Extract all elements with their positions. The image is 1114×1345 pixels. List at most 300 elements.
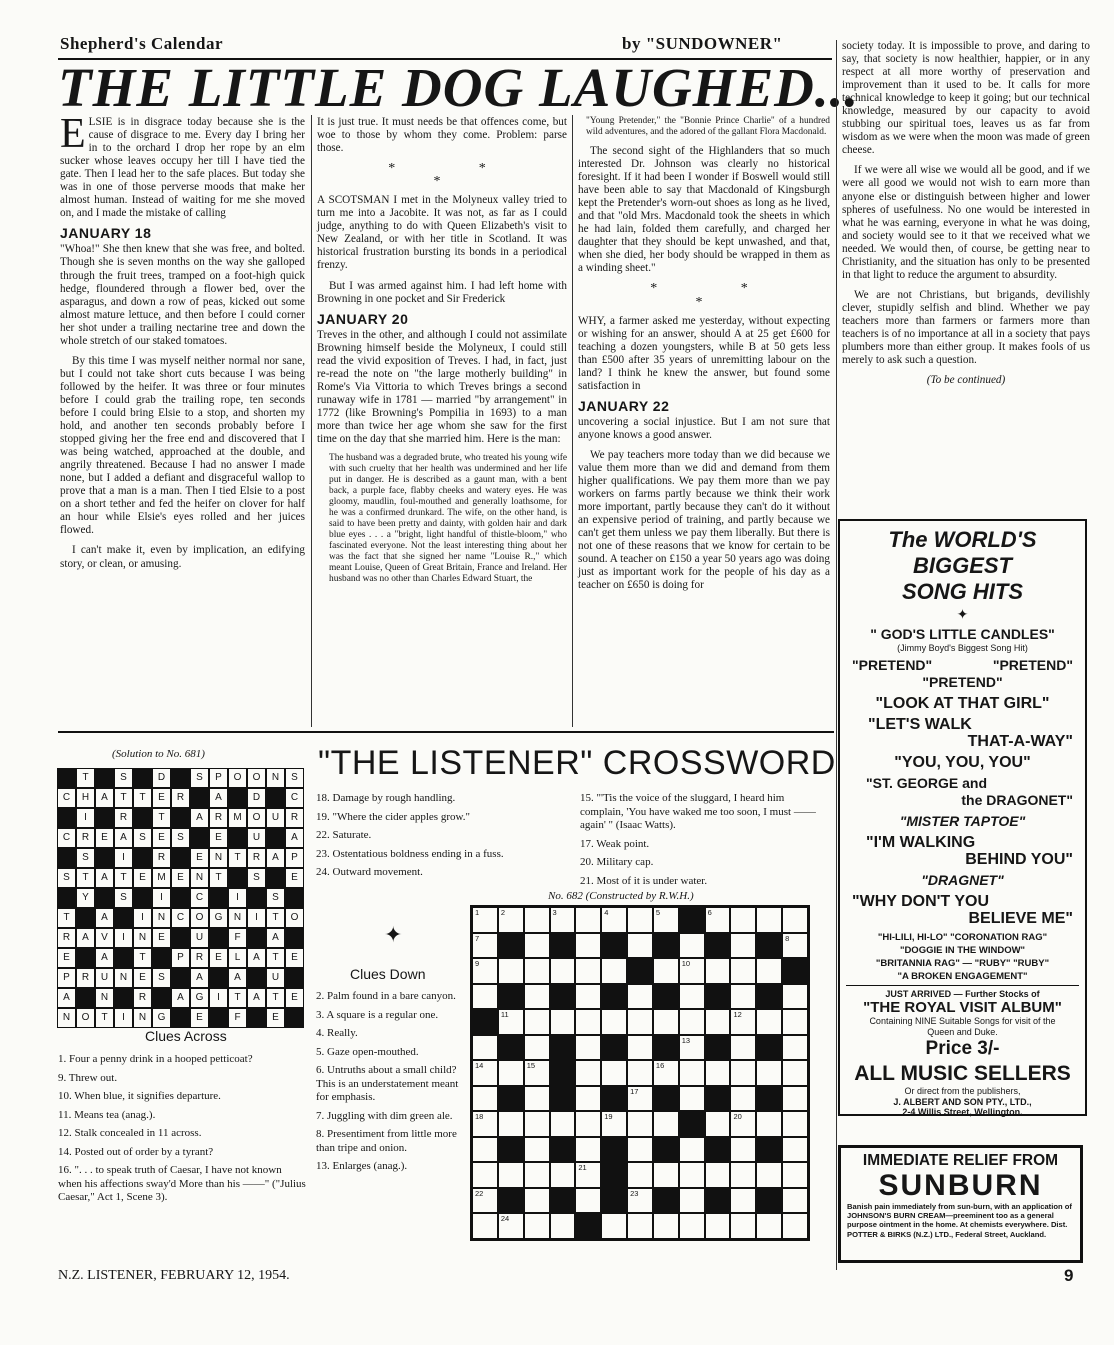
entry-cell[interactable] bbox=[730, 933, 756, 959]
entry-cell[interactable] bbox=[550, 958, 576, 984]
entry-cell[interactable] bbox=[498, 1162, 524, 1188]
black-square bbox=[285, 1008, 304, 1028]
entry-cell[interactable] bbox=[524, 1060, 550, 1086]
entry-cell[interactable] bbox=[627, 907, 653, 933]
solution-cell: R bbox=[285, 808, 304, 828]
solution-cell: T bbox=[209, 868, 228, 888]
solution-cell: E bbox=[285, 948, 304, 968]
entry-cell[interactable] bbox=[653, 1213, 679, 1239]
entry-cell[interactable] bbox=[524, 1111, 550, 1137]
black-square bbox=[679, 1111, 705, 1137]
solution-cell: A bbox=[285, 828, 304, 848]
entry-cell[interactable] bbox=[575, 1086, 601, 1112]
black-square bbox=[171, 848, 190, 868]
continued-note: (To be continued) bbox=[926, 374, 1006, 387]
solution-cell: A bbox=[95, 788, 114, 808]
entry-cell[interactable] bbox=[653, 1111, 679, 1137]
entry-cell[interactable] bbox=[730, 1060, 756, 1086]
clue-number: 16 bbox=[655, 1061, 665, 1071]
entry-cell[interactable] bbox=[730, 1137, 756, 1163]
solution-cell: E bbox=[209, 948, 228, 968]
column-rule bbox=[836, 40, 837, 1270]
solution-cell: E bbox=[285, 868, 304, 888]
solution-cell: A bbox=[57, 988, 76, 1008]
black-square bbox=[57, 848, 76, 868]
entry-cell[interactable] bbox=[524, 1137, 550, 1163]
solution-cell: F bbox=[228, 928, 247, 948]
entry-cell[interactable] bbox=[653, 1060, 679, 1086]
black-square bbox=[756, 1086, 782, 1112]
entry-cell[interactable] bbox=[705, 1213, 731, 1239]
entry-cell[interactable] bbox=[550, 1111, 576, 1137]
solution-cell: R bbox=[190, 948, 209, 968]
solution-cell: O bbox=[76, 1008, 95, 1028]
solution-cell: A bbox=[171, 988, 190, 1008]
entry-cell[interactable] bbox=[730, 907, 756, 933]
clue: 12. Stalk concealed in 11 across. bbox=[58, 1127, 202, 1139]
solution-cell: T bbox=[266, 988, 285, 1008]
black-square bbox=[171, 808, 190, 828]
solution-cell: P bbox=[57, 968, 76, 988]
black-square bbox=[601, 1188, 627, 1214]
clue-number: 8 bbox=[785, 933, 790, 943]
entry-cell[interactable] bbox=[575, 1035, 601, 1061]
date-heading: JANUARY 22 bbox=[578, 397, 670, 414]
clue-number: 14 bbox=[475, 1061, 484, 1071]
column-rule bbox=[572, 115, 573, 727]
entry-cell[interactable] bbox=[601, 1009, 627, 1035]
entry-cell[interactable] bbox=[575, 1009, 601, 1035]
solution-cell: R bbox=[114, 808, 133, 828]
entry-cell[interactable] bbox=[627, 1086, 653, 1112]
ad-title: The WORLD'S BIGGEST bbox=[888, 527, 1037, 578]
crossword-grid[interactable] bbox=[470, 905, 810, 1241]
entry-cell[interactable] bbox=[756, 1060, 782, 1086]
song-title: the DRAGONET" bbox=[961, 791, 1073, 808]
black-square bbox=[756, 1188, 782, 1214]
paragraph: If we were all wise we would all be good, and if we were all good we would not wish to earn more than anyone else or distinguish between higher and lower spheres of usefulness. No one would be interested in what he was earning, everyone in what he was doing, and society would see to it that we received what we needed. We would then, of course, be getting near to Christianity, and the situation has only to be presented in that light to reduce the argument to absurdity. bbox=[842, 164, 1090, 281]
entry-cell[interactable] bbox=[705, 1060, 731, 1086]
black-square bbox=[498, 933, 524, 959]
solution-cell: I bbox=[114, 928, 133, 948]
entry-cell[interactable] bbox=[679, 1162, 705, 1188]
solution-cell: R bbox=[76, 828, 95, 848]
entry-cell[interactable] bbox=[782, 984, 808, 1010]
black-square bbox=[601, 933, 627, 959]
black-square bbox=[550, 1060, 576, 1086]
song-title: " GOD'S LITTLE CANDLES" bbox=[870, 626, 1055, 642]
solution-cell: V bbox=[95, 928, 114, 948]
entry-cell[interactable] bbox=[472, 1188, 498, 1214]
entry-cell[interactable] bbox=[679, 1188, 705, 1214]
entry-cell[interactable] bbox=[550, 1162, 576, 1188]
solution-cell: I bbox=[228, 888, 247, 908]
song-title: "BRITANNIA RAG" — "RUBY" "RUBY" bbox=[875, 957, 1050, 969]
entry-cell[interactable] bbox=[627, 933, 653, 959]
solution-cell: I bbox=[152, 888, 171, 908]
entry-cell[interactable] bbox=[524, 984, 550, 1010]
across-heading: Clues Across bbox=[145, 1028, 227, 1044]
entry-cell[interactable] bbox=[679, 1213, 705, 1239]
entry-cell[interactable] bbox=[782, 933, 808, 959]
black-square bbox=[601, 1162, 627, 1188]
black-square bbox=[705, 984, 731, 1010]
black-square bbox=[782, 958, 808, 984]
entry-cell[interactable] bbox=[550, 1213, 576, 1239]
solution-cell: T bbox=[228, 848, 247, 868]
black-square bbox=[653, 1188, 679, 1214]
entry-cell[interactable] bbox=[601, 907, 627, 933]
clue: 16. ". . . to speak truth of Caesar, I have not known when his affections sway'd More than his ——" ("Julius Caesar," Act 1, Scene 3). bbox=[58, 1164, 306, 1203]
black-square bbox=[498, 1137, 524, 1163]
entry-cell[interactable] bbox=[524, 1213, 550, 1239]
clue-number: 5 bbox=[655, 908, 661, 917]
solution-cell: N bbox=[190, 868, 209, 888]
song-title: BELIEVE ME" bbox=[968, 909, 1073, 927]
black-square bbox=[76, 908, 95, 928]
entry-cell[interactable] bbox=[782, 1035, 808, 1061]
entry-cell[interactable] bbox=[653, 958, 679, 984]
entry-cell[interactable] bbox=[705, 1111, 731, 1137]
entry-cell[interactable] bbox=[524, 933, 550, 959]
black-square bbox=[550, 1137, 576, 1163]
entry-cell[interactable] bbox=[627, 1111, 653, 1137]
entry-cell[interactable] bbox=[782, 1009, 808, 1035]
solution-cell: R bbox=[76, 968, 95, 988]
clue-number: 7 bbox=[475, 933, 480, 943]
black-square bbox=[171, 968, 190, 988]
entry-cell[interactable] bbox=[550, 907, 576, 933]
black-square bbox=[114, 948, 133, 968]
entry-cell[interactable] bbox=[782, 1162, 808, 1188]
solution-cell: A bbox=[114, 828, 133, 848]
clue: 21. Most of it is under water. bbox=[580, 874, 708, 887]
solution-cell: I bbox=[114, 1008, 133, 1028]
entry-cell[interactable] bbox=[601, 1111, 627, 1137]
black-square bbox=[575, 1213, 601, 1239]
black-square bbox=[653, 1086, 679, 1112]
entry-cell[interactable] bbox=[498, 1009, 524, 1035]
entry-cell[interactable] bbox=[498, 907, 524, 933]
entry-cell[interactable] bbox=[679, 1060, 705, 1086]
paragraph: society today. It is impossible to prove, and daring to say, that society is now healthier, happier, or in any respect at all more worthy of preservation and improvement than it used to be. It calls for more technical knowledge to keep it going; but our technical knowledge, measured by our capacity to avoid stubbing our spiritual toes, leaves us as far from wisdom as we were when the moon was made of green cheese. bbox=[842, 40, 1090, 157]
solution-cell: P bbox=[171, 948, 190, 968]
entry-cell[interactable] bbox=[653, 1009, 679, 1035]
clue-number: 17 bbox=[630, 1086, 639, 1096]
entry-cell[interactable] bbox=[627, 1213, 653, 1239]
solution-cell: S bbox=[133, 828, 152, 848]
entry-cell[interactable] bbox=[730, 1213, 756, 1239]
solution-cell: L bbox=[228, 948, 247, 968]
solution-cell: A bbox=[247, 948, 266, 968]
solution-cell: I bbox=[76, 808, 95, 828]
clue: 19. "Where the cider apples grow." bbox=[316, 810, 470, 823]
black-square bbox=[285, 888, 304, 908]
solution-cell: S bbox=[152, 968, 171, 988]
black-square bbox=[679, 907, 705, 933]
solution-cell: S bbox=[114, 768, 133, 788]
entry-cell[interactable] bbox=[472, 984, 498, 1010]
section-title: Shepherd's Calendar bbox=[60, 34, 223, 53]
clue-number: 23 bbox=[630, 1188, 639, 1198]
song-note: (Jimmy Boyd's Biggest Song Hit) bbox=[897, 643, 1028, 653]
solution-cell: T bbox=[152, 808, 171, 828]
solution-cell: A bbox=[76, 928, 95, 948]
entry-cell[interactable] bbox=[705, 1009, 731, 1035]
entry-cell[interactable] bbox=[575, 958, 601, 984]
entry-cell[interactable] bbox=[756, 1111, 782, 1137]
article-column-4 bbox=[842, 40, 1090, 394]
entry-cell[interactable] bbox=[653, 907, 679, 933]
entry-cell[interactable] bbox=[575, 984, 601, 1010]
solution-cell: A bbox=[228, 968, 247, 988]
entry-cell[interactable] bbox=[730, 1188, 756, 1214]
solution-cell: T bbox=[95, 1008, 114, 1028]
entry-cell[interactable] bbox=[472, 1111, 498, 1137]
entry-cell[interactable] bbox=[679, 984, 705, 1010]
entry-cell[interactable] bbox=[498, 1060, 524, 1086]
solution-cell: S bbox=[171, 828, 190, 848]
entry-cell[interactable] bbox=[730, 1162, 756, 1188]
entry-cell[interactable] bbox=[627, 1009, 653, 1035]
diamond-ornament: ✦ bbox=[384, 922, 403, 947]
solution-grid bbox=[57, 768, 304, 1023]
entry-cell[interactable] bbox=[679, 1086, 705, 1112]
paragraph: uncovering a social injustice. But I am not sure that anyone knows a good answer. bbox=[578, 415, 830, 441]
black-square bbox=[601, 984, 627, 1010]
entry-cell[interactable] bbox=[705, 958, 731, 984]
black-square bbox=[285, 968, 304, 988]
solution-cell: I bbox=[247, 908, 266, 928]
entry-cell[interactable] bbox=[730, 958, 756, 984]
black-square bbox=[653, 933, 679, 959]
solution-cell: A bbox=[266, 848, 285, 868]
solution-cell: N bbox=[266, 768, 285, 788]
entry-cell[interactable] bbox=[524, 958, 550, 984]
ad-announcement: JUST ARRIVED — Further Stocks of bbox=[885, 988, 1040, 999]
entry-cell[interactable] bbox=[498, 1111, 524, 1137]
solution-cell: A bbox=[209, 788, 228, 808]
entry-cell[interactable] bbox=[601, 958, 627, 984]
entry-cell[interactable] bbox=[601, 1213, 627, 1239]
black-square bbox=[705, 1137, 731, 1163]
solution-cell: U bbox=[266, 968, 285, 988]
black-square bbox=[190, 828, 209, 848]
entry-cell[interactable] bbox=[524, 1086, 550, 1112]
entry-cell[interactable] bbox=[472, 1060, 498, 1086]
ad-direct: Or direct from the publishers, bbox=[904, 1086, 1021, 1096]
solution-cell: T bbox=[114, 788, 133, 808]
solution-cell: T bbox=[57, 908, 76, 928]
clue: 11. Means tea (anag.). bbox=[58, 1108, 156, 1121]
clue: 17. Weak point. bbox=[580, 837, 650, 850]
solution-cell: N bbox=[152, 908, 171, 928]
black-square bbox=[95, 848, 114, 868]
black-square bbox=[756, 933, 782, 959]
entry-cell[interactable] bbox=[472, 958, 498, 984]
black-square bbox=[266, 828, 285, 848]
entry-cell[interactable] bbox=[524, 1162, 550, 1188]
black-square bbox=[228, 828, 247, 848]
entry-cell[interactable] bbox=[679, 1137, 705, 1163]
entry-cell[interactable] bbox=[730, 1009, 756, 1035]
song-title: THAT-A-WAY" bbox=[967, 732, 1073, 750]
black-square bbox=[550, 1188, 576, 1214]
solution-cell: Y bbox=[76, 888, 95, 908]
black-square bbox=[133, 808, 152, 828]
solution-cell: E bbox=[190, 848, 209, 868]
song-title: "DRAGNET" bbox=[921, 871, 1004, 888]
clue: 6. Untruths about a small child? This is an understatement meant for emphasis. bbox=[316, 1064, 459, 1103]
paragraph: We are not Christians, but brigands, devilishly clever, stupidly selfish and blind. Whether we pay teachers more than farmers or farmers more than teachers is of no importance at all in a society that pays plumbers more than either group. It makes fools of us merely to ask such a question. bbox=[842, 288, 1090, 367]
entry-cell[interactable] bbox=[472, 1213, 498, 1239]
clue-number: 24 bbox=[500, 1214, 510, 1224]
section-rule bbox=[58, 731, 834, 733]
black-square bbox=[57, 808, 76, 828]
entry-cell[interactable] bbox=[627, 1188, 653, 1214]
section-break: * * * bbox=[388, 161, 526, 190]
clue: 10. When blue, it signifies departure. bbox=[58, 1090, 221, 1102]
black-square bbox=[57, 768, 76, 788]
solution-cell: F bbox=[228, 1008, 247, 1028]
entry-cell[interactable] bbox=[756, 907, 782, 933]
solution-cell: R bbox=[57, 928, 76, 948]
entry-cell[interactable] bbox=[782, 1137, 808, 1163]
solution-cell: S bbox=[285, 768, 304, 788]
song-title: "LOOK AT THAT GIRL" bbox=[875, 694, 1050, 712]
song-title: "I'M WALKING bbox=[866, 833, 976, 851]
entry-cell[interactable] bbox=[756, 1213, 782, 1239]
solution-cell: A bbox=[95, 908, 114, 928]
clue: 9. Threw out. bbox=[58, 1071, 118, 1084]
black-square bbox=[171, 888, 190, 908]
solution-cell: N bbox=[95, 988, 114, 1008]
entry-cell[interactable] bbox=[627, 1035, 653, 1061]
solution-cell: I bbox=[114, 848, 133, 868]
song-row bbox=[846, 657, 1079, 674]
entry-cell[interactable] bbox=[575, 1162, 601, 1188]
entry-cell[interactable] bbox=[730, 1035, 756, 1061]
black-square bbox=[705, 1086, 731, 1112]
down-heading: Clues Down bbox=[350, 966, 426, 982]
entry-cell[interactable] bbox=[653, 1162, 679, 1188]
entry-cell[interactable] bbox=[782, 1086, 808, 1112]
clue: 24. Outward movement. bbox=[316, 866, 423, 878]
article-title: THE LITTLE DOG LAUGHED... bbox=[58, 57, 860, 118]
entry-cell[interactable] bbox=[498, 958, 524, 984]
solution-cell: E bbox=[133, 868, 152, 888]
entry-cell[interactable] bbox=[782, 1060, 808, 1086]
across-clues bbox=[58, 1053, 308, 1210]
entry-cell[interactable] bbox=[472, 1137, 498, 1163]
entry-cell[interactable] bbox=[524, 907, 550, 933]
entry-cell[interactable] bbox=[575, 907, 601, 933]
black-square bbox=[76, 948, 95, 968]
clue: 23. Ostentatious boldness ending in a fuss. bbox=[316, 847, 504, 860]
black-square bbox=[653, 984, 679, 1010]
solution-cell: N bbox=[133, 928, 152, 948]
entry-cell[interactable] bbox=[601, 1060, 627, 1086]
black-square bbox=[627, 958, 653, 984]
songs-advertisement bbox=[838, 519, 1087, 1116]
song-title: "ST. GEORGE and bbox=[866, 774, 987, 791]
clue-number: 22 bbox=[475, 1188, 484, 1198]
entry-cell[interactable] bbox=[524, 1009, 550, 1035]
entry-cell[interactable] bbox=[782, 1213, 808, 1239]
entry-cell[interactable] bbox=[679, 1035, 705, 1061]
entry-cell[interactable] bbox=[756, 1009, 782, 1035]
clue: 20. Military cap. bbox=[580, 856, 654, 868]
section-break: * * * bbox=[650, 281, 788, 310]
entry-cell[interactable] bbox=[498, 1213, 524, 1239]
black-square bbox=[190, 788, 209, 808]
date-heading: JANUARY 20 bbox=[317, 310, 409, 327]
drop-cap: E bbox=[60, 111, 86, 157]
clue-number: 15 bbox=[526, 1061, 536, 1071]
entry-cell[interactable] bbox=[782, 1111, 808, 1137]
entry-cell[interactable] bbox=[705, 907, 731, 933]
clue-number: 3 bbox=[552, 908, 557, 917]
entry-cell[interactable] bbox=[575, 933, 601, 959]
black-square bbox=[550, 933, 576, 959]
solution-cell: A bbox=[190, 808, 209, 828]
solution-cell: A bbox=[190, 968, 209, 988]
solution-cell: T bbox=[133, 948, 152, 968]
entry-cell[interactable] bbox=[575, 1060, 601, 1086]
solution-cell: A bbox=[95, 868, 114, 888]
paragraph: Treves in the other, and although I could not assimilate Browning himself beside the Molyneux, I could still read the vivid exposition of Treves. I had, in fact, just re-read the note on "the large motherly building" in Rome's Via Vittoria to which Treves brings a second runaway wife in 1781 — married "by arrangement" in 1772 (like Browning's Pompilia in 1693) to a man more than twice her age whom she saw for the first time on the day that she married him. Here is the man: bbox=[317, 328, 567, 446]
solution-cell: S bbox=[247, 868, 266, 888]
solution-cell: T bbox=[266, 908, 285, 928]
clue-number: 21 bbox=[578, 1163, 587, 1173]
clue: 15. "'Tis the voice of the sluggard, I heard him complain, 'You have waked me too soon, I must —— again' " (Isaac Watts). bbox=[580, 792, 816, 831]
solution-cell: E bbox=[285, 988, 304, 1008]
black-square bbox=[266, 788, 285, 808]
solution-cell: A bbox=[95, 948, 114, 968]
byline: by "SUNDOWNER" bbox=[622, 34, 783, 53]
song-title: "LET'S WALK bbox=[868, 715, 972, 733]
solution-cell: O bbox=[247, 808, 266, 828]
black-square bbox=[209, 1008, 228, 1028]
black-square bbox=[601, 1137, 627, 1163]
entry-cell[interactable] bbox=[575, 1111, 601, 1137]
black-square bbox=[228, 788, 247, 808]
solution-cell: P bbox=[209, 768, 228, 788]
black-square bbox=[95, 888, 114, 908]
entry-cell[interactable] bbox=[730, 1111, 756, 1137]
entry-cell[interactable] bbox=[550, 1009, 576, 1035]
entry-cell[interactable] bbox=[524, 1188, 550, 1214]
entry-cell[interactable] bbox=[756, 1162, 782, 1188]
solution-cell: C bbox=[171, 908, 190, 928]
solution-cell: E bbox=[209, 828, 228, 848]
entry-cell[interactable] bbox=[782, 1188, 808, 1214]
song-title: BEHIND YOU" bbox=[965, 850, 1073, 868]
black-square bbox=[285, 928, 304, 948]
black-square bbox=[653, 1137, 679, 1163]
entry-cell[interactable] bbox=[627, 1137, 653, 1163]
song-title: "PRETEND" bbox=[922, 673, 1003, 690]
sunburn-advertisement bbox=[838, 1145, 1083, 1263]
paragraph: The second sight of the Highlanders that so much interested Dr. Johnson was clearly no historical foresight. If it had been I wonder if Boswell would still have been able to say that Macdonald of Kingsburgh kept the Pretender's worn-out shoes as long as he lived, and that "old Mrs. Macdonald took the sheets in which he had lain, folded them carefully, and charged her daughter that they should be kept unwashed, and that, when she died, her body should be wrapped in them as a winding sheet." bbox=[578, 145, 830, 275]
entry-cell[interactable] bbox=[756, 958, 782, 984]
entry-cell[interactable] bbox=[627, 984, 653, 1010]
entry-cell[interactable] bbox=[575, 1188, 601, 1214]
entry-cell[interactable] bbox=[679, 958, 705, 984]
song-title: "A BROKEN ENGAGEMENT" bbox=[846, 970, 1079, 986]
entry-cell[interactable] bbox=[705, 1162, 731, 1188]
solution-cell: C bbox=[57, 788, 76, 808]
